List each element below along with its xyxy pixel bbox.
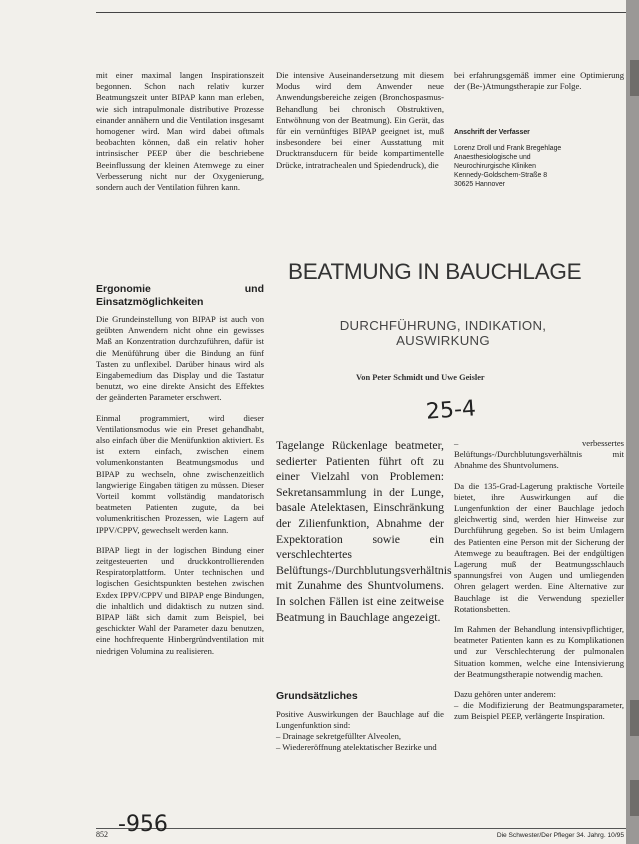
- article-subtitle: [300, 318, 586, 348]
- scan-edge-mark: [630, 700, 639, 736]
- right-paragraph: Dazu gehören unter anderem:: [454, 689, 556, 700]
- handwritten-note-bottom: -956: [118, 812, 168, 837]
- middle-paragraph: Positive Auswirkungen der Bauchlage auf die Lungenfunktion sind:: [276, 708, 444, 730]
- author-address-label: Anschrift der Verfasser: [454, 129, 530, 136]
- left-paragraph: Einmal programmiert, wird dieser Ventilationsmodus wie ein Preset gehandhabt, also einfach über die Menüfunktion aktiviert. Es ist extern einfach, zwischen einem volumenkonstanten Beatmungsmodus und BIPAP zu wechseln, ohne zwischenzeitlich langwierige Eingaben tätigen zu müssen. Dieser Vorteil kommt vollständig mandatorisch beatmeten Patienten zugute, da bei volumenkritischen Prozessen, wie Lagern auf IPPV/CPPV, gewechselt werden kann.: [96, 412, 264, 535]
- top-column-3-text: bei erfahrungsgemäß immer eine Optimierung der (Be-)Atmungstherapie zur Folge.: [454, 70, 624, 92]
- top-column-2-text: Die intensive Auseinandersetzung mit diesem Modus wird dem Anwender neue Anwendungsbereiche zeigen (Bronchospasmus-Behandlung bei chronisch Obstruktiven, Entwöhnung von der Beatmung). Ein Gerät, das für ein vernünftiges BIPAP geeignet ist, muß insbesondere bei einer Ausstattung mit Drucktransducern für beide kompartimentelle Drücke, intratrachealen und Spiedendruck), die: [276, 70, 444, 170]
- author-address: [454, 128, 626, 189]
- left-column: [96, 283, 264, 666]
- page-number: 852: [96, 830, 108, 839]
- right-column: [454, 438, 624, 723]
- left-paragraph: Die Grundeinstellung von BIPAP ist auch von geübten Anwendern nicht ohne ein gewisses Maß an Konzentration durchzuführen, dafür ist die Menüführung über die Bindung an fünf Tasten zu unflexibel. Darüber hinaus wird als Eingabemedium das Display und die Tastatur benutzt, wo eine direkte Ansicht des Effektes der geänderten Parameter erschwert.: [96, 314, 264, 403]
- footer-rule: [96, 828, 626, 829]
- subtitle-line: DURCHFÜHRUNG, INDIKATION,: [339, 318, 547, 333]
- middle-list-item: – Drainage sekretgefüllter Alveolen,: [276, 731, 402, 742]
- right-paragraph: Da die 135-Grad-Lagerung praktische Vorteile bietet, ihre Auswirkungen auf die Lungenfunktion der einer Bauchlage jedoch gleichwertig sind, werden hier Hinweise zur Durchführung gegeben. So ist beim Umlagern des Patienten eine Person mit der Sicherung der Atemwege zu beauftragen. Bei der endgültigen Lagerung muß der Beatmungsschlauch spannungsfrei von Augen und umliegenden Ohren gelagert werden. Eine Alternative zur Bauchlage ist die Verwendung spezieller Rotationsbetten.: [454, 480, 624, 614]
- journal-footer: Die Schwester/Der Pfleger 34. Jahrg. 10/95: [496, 832, 624, 839]
- middle-list-item: – Wiedereröffnung atelektatischer Bezirke und: [276, 742, 437, 753]
- author-address-line: Lorenz Droll und Frank Bregehlage: [454, 145, 562, 152]
- left-heading: Ergonomie und Einsatzmöglichkeiten: [96, 283, 264, 308]
- right-paragraph: Im Rahmen der Behandlung intensivpflichtiger, beatmeter Patienten kann es zu Komplikationen und zur Verschlechterung der pulmonalen Situation kommen, welche eine Intensivierung der Beatmungstherapie notwendig machen.: [454, 624, 624, 679]
- top-column-2: [276, 70, 444, 180]
- author-address-line: Neurochirurgische Kliniken: [454, 163, 536, 170]
- middle-heading: Grundsätzliches: [276, 690, 358, 703]
- right-list-item: – die Modifizierung der Beatmungsparameter, zum Beispiel PEEP, verlängerte Inspiration.: [454, 700, 624, 722]
- top-rule: [96, 12, 626, 13]
- article-intro: Tagelange Rückenlage beatmeter, sedierter Patienten führt oft zu einer Vielzahl von Problemen: Sekretansammlung in der Lunge, basale Atelektasen, Einschränkung der Zilienfunktion, Abnahme der Expektoration sowie ein verschlechtertes Belüftungs-/Durchblutungsverhältnis mit Zunahme des Shuntvolumens. In solchen Fällen ist eine zeitweise Beatmung in Bauchlage angezeigt.: [276, 438, 452, 624]
- handwritten-note-top: 25-4: [425, 396, 477, 425]
- middle-column: [276, 438, 452, 753]
- top-column-1: [96, 70, 264, 202]
- article-title: BEATMUNG IN BAUCHLAGE: [288, 259, 582, 284]
- author-address-line: 30625 Hannover: [454, 181, 505, 188]
- author-address-line: Kennedy-Goldschem-Straße 8: [454, 172, 548, 179]
- scan-edge: [626, 0, 639, 844]
- top-column-1-text: mit einer maximal langen Inspirationszeit begonnen. Schon nach relativ kurzer Beatmungszeit unter BIPAP kann man erleben, wie sich intrapulmonale distributive Prozesse einander annähern und die Ventilation insgesamt homogener wird. Man wird dabei oftmals beobachten können, daß ein relativ hoher intrinsischer PEEP über die beschriebene Beeinflussung der kleinen Atemwege zu einer Verbesserung nicht nur der Oxygenierung, sondern auch der Ventilation führen kann.: [96, 70, 264, 193]
- author-address-line: Anaesthesiologische und: [454, 154, 531, 161]
- subtitle-line: AUSWIRKUNG: [396, 333, 490, 348]
- left-paragraph: BIPAP liegt in der logischen Bindung einer zeitgesteuerten und druckkontrollierenden Respiratorplattform. Unter technischen und logischen Gesichtspunkten bestehen zwischen Exdex IPPV/CPPV und BIPAP enge Bindungen, die inhaltlich und didaktisch zu nutzen sind. BIPAP läßt sich damit zum Beispiel, bei geschickter Wahl der Parameter dazu benutzen, eine hochfrequente Hinbergründventilation mit niedrigen Volumina zu realisieren.: [96, 544, 264, 656]
- article-authors: Von Peter Schmidt und Uwe Geisler: [356, 373, 485, 382]
- scan-edge-mark: [630, 780, 639, 816]
- right-list-item: – verbessertes Belüftungs-/Durchblutungsverhältnis mit Abnahme des Shuntvolumens.: [454, 438, 624, 471]
- scan-edge-mark: [630, 60, 639, 96]
- top-column-3: [454, 70, 624, 101]
